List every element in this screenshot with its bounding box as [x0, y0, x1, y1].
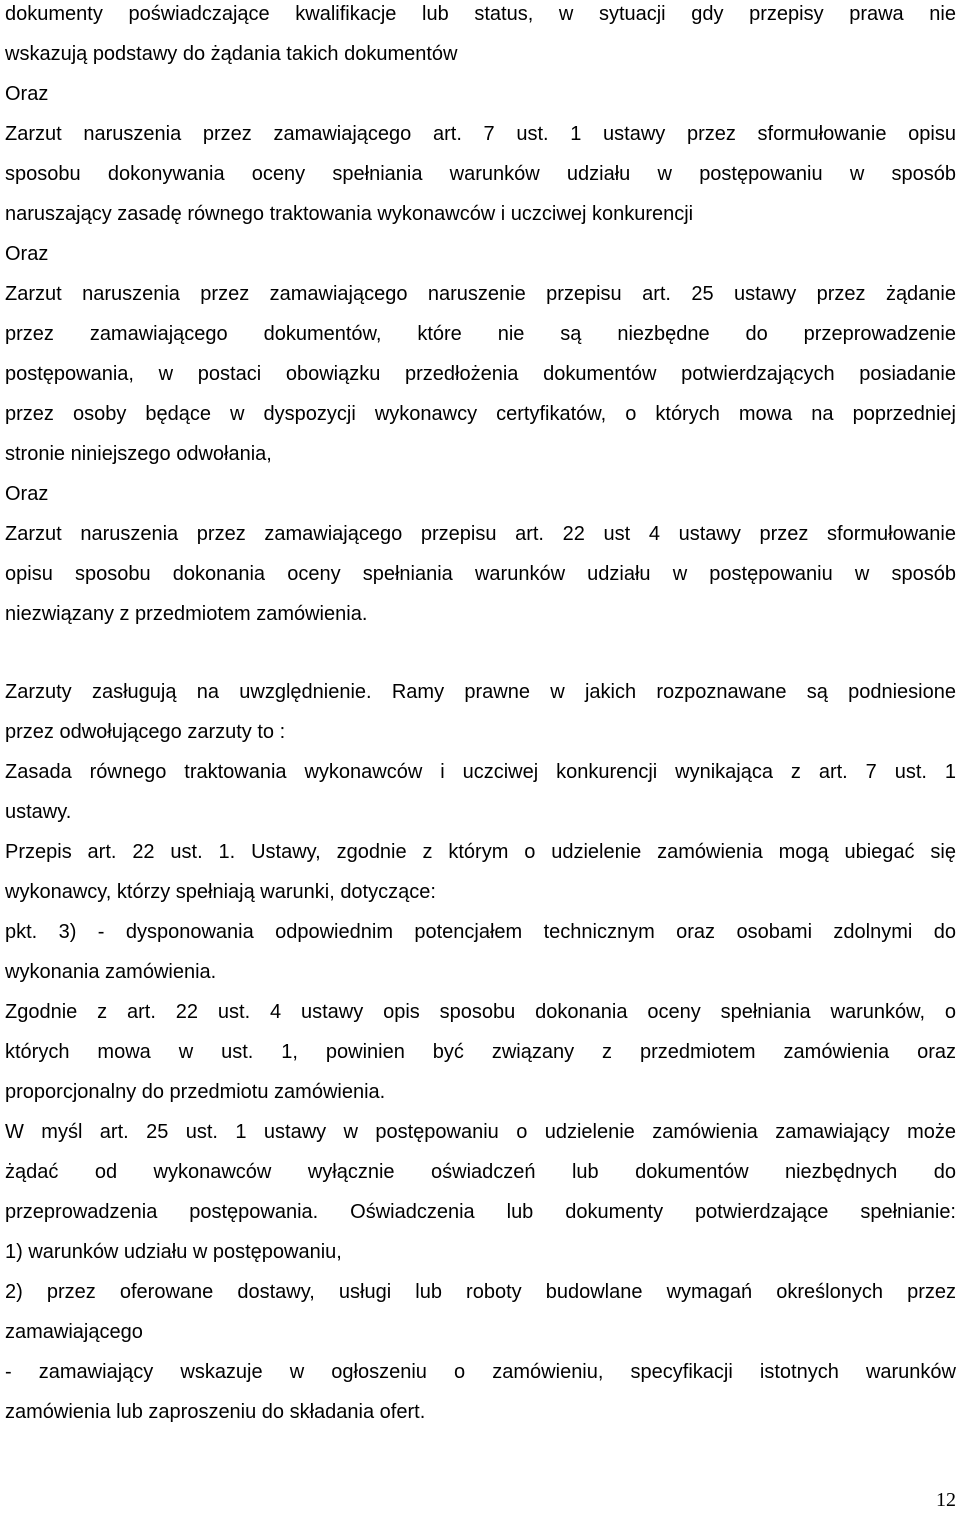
text-line: opisu sposobu dokonania oceny spełniania warunków udziału w postępowaniu w sposób: [5, 563, 956, 585]
page-number: 12: [936, 1489, 956, 1511]
text-line: proporcjonalny do przedmiotu zamówienia.: [5, 1081, 386, 1103]
text-line: dokumenty poświadczające kwalifikacje lub status, w sytuacji gdy przepisy prawa nie: [5, 3, 956, 25]
text-line: przez zamawiającego dokumentów, które nie są niezbędne do przeprowadzenie: [5, 323, 956, 345]
text-line: - zamawiający wskazuje w ogłoszeniu o zamówieniu, specyfikacji istotnych warunków: [5, 1361, 956, 1383]
text-line: pkt. 3) - dysponowania odpowiednim potencjałem technicznym oraz osobami zdolnymi do: [5, 921, 956, 943]
text-line: W myśl art. 25 ust. 1 ustawy w postępowaniu o udzielenie zamówienia zamawiający może: [5, 1121, 956, 1143]
text-line: Oraz: [5, 483, 49, 505]
text-line: przez odwołującego zarzuty to :: [5, 721, 286, 743]
text-line: Zarzut naruszenia przez zamawiającego przepisu art. 22 ust 4 ustawy przez sformułowanie: [5, 523, 956, 545]
text-line: wskazują podstawy do żądania takich dokumentów: [5, 43, 458, 65]
text-line: wykonawcy, którzy spełniają warunki, dotyczące:: [5, 881, 436, 903]
text-line: żądać od wykonawców wyłącznie oświadczeń lub dokumentów niezbędnych do: [5, 1161, 956, 1183]
text-line: naruszający zasadę równego traktowania wykonawców i uczciwej konkurencji: [5, 203, 694, 225]
text-line: przez osoby będące w dyspozycji wykonawcy certyfikatów, o których mowa na poprzedniej: [5, 403, 956, 425]
text-line: wykonania zamówienia.: [5, 961, 217, 983]
text-line: niezwiązany z przedmiotem zamówienia.: [5, 603, 368, 625]
text-line: Zarzut naruszenia przez zamawiającego naruszenie przepisu art. 25 ustawy przez żądanie: [5, 283, 956, 305]
text-line: Oraz: [5, 83, 49, 105]
text-line: zamówienia lub zaproszeniu do składania ofert.: [5, 1401, 426, 1423]
text-line: zamawiającego: [5, 1321, 143, 1343]
text-line: 2) przez oferowane dostawy, usługi lub roboty budowlane wymagań określonych przez: [5, 1281, 956, 1303]
text-line: których mowa w ust. 1, powinien być związany z przedmiotem zamówienia oraz: [5, 1041, 956, 1063]
text-line: postępowania, w postaci obowiązku przedłożenia dokumentów potwierdzających posiadanie: [5, 363, 956, 385]
text-line: Zarzut naruszenia przez zamawiającego art. 7 ust. 1 ustawy przez sformułowanie opisu: [5, 123, 956, 145]
text-line: Oraz: [5, 243, 49, 265]
text-line: Zasada równego traktowania wykonawców i uczciwej konkurencji wynikająca z art. 7 ust. 1: [5, 761, 956, 783]
text-line: Zgodnie z art. 22 ust. 4 ustawy opis sposobu dokonania oceny spełniania warunków, o: [5, 1001, 956, 1023]
text-line: przeprowadzenia postępowania. Oświadczenia lub dokumenty potwierdzające spełnianie:: [5, 1201, 956, 1223]
text-line: 1) warunków udziału w postępowaniu,: [5, 1241, 342, 1263]
text-line: ustawy.: [5, 801, 72, 823]
text-line: sposobu dokonywania oceny spełniania warunków udziału w postępowaniu w sposób: [5, 163, 956, 185]
text-line: Przepis art. 22 ust. 1. Ustawy, zgodnie z którym o udzielenie zamówienia mogą ubiegać się: [5, 841, 956, 863]
text-line: Zarzuty zasługują na uwzględnienie. Ramy prawne w jakich rozpoznawane są podniesione: [5, 681, 956, 703]
text-line: stronie niniejszego odwołania,: [5, 443, 272, 465]
